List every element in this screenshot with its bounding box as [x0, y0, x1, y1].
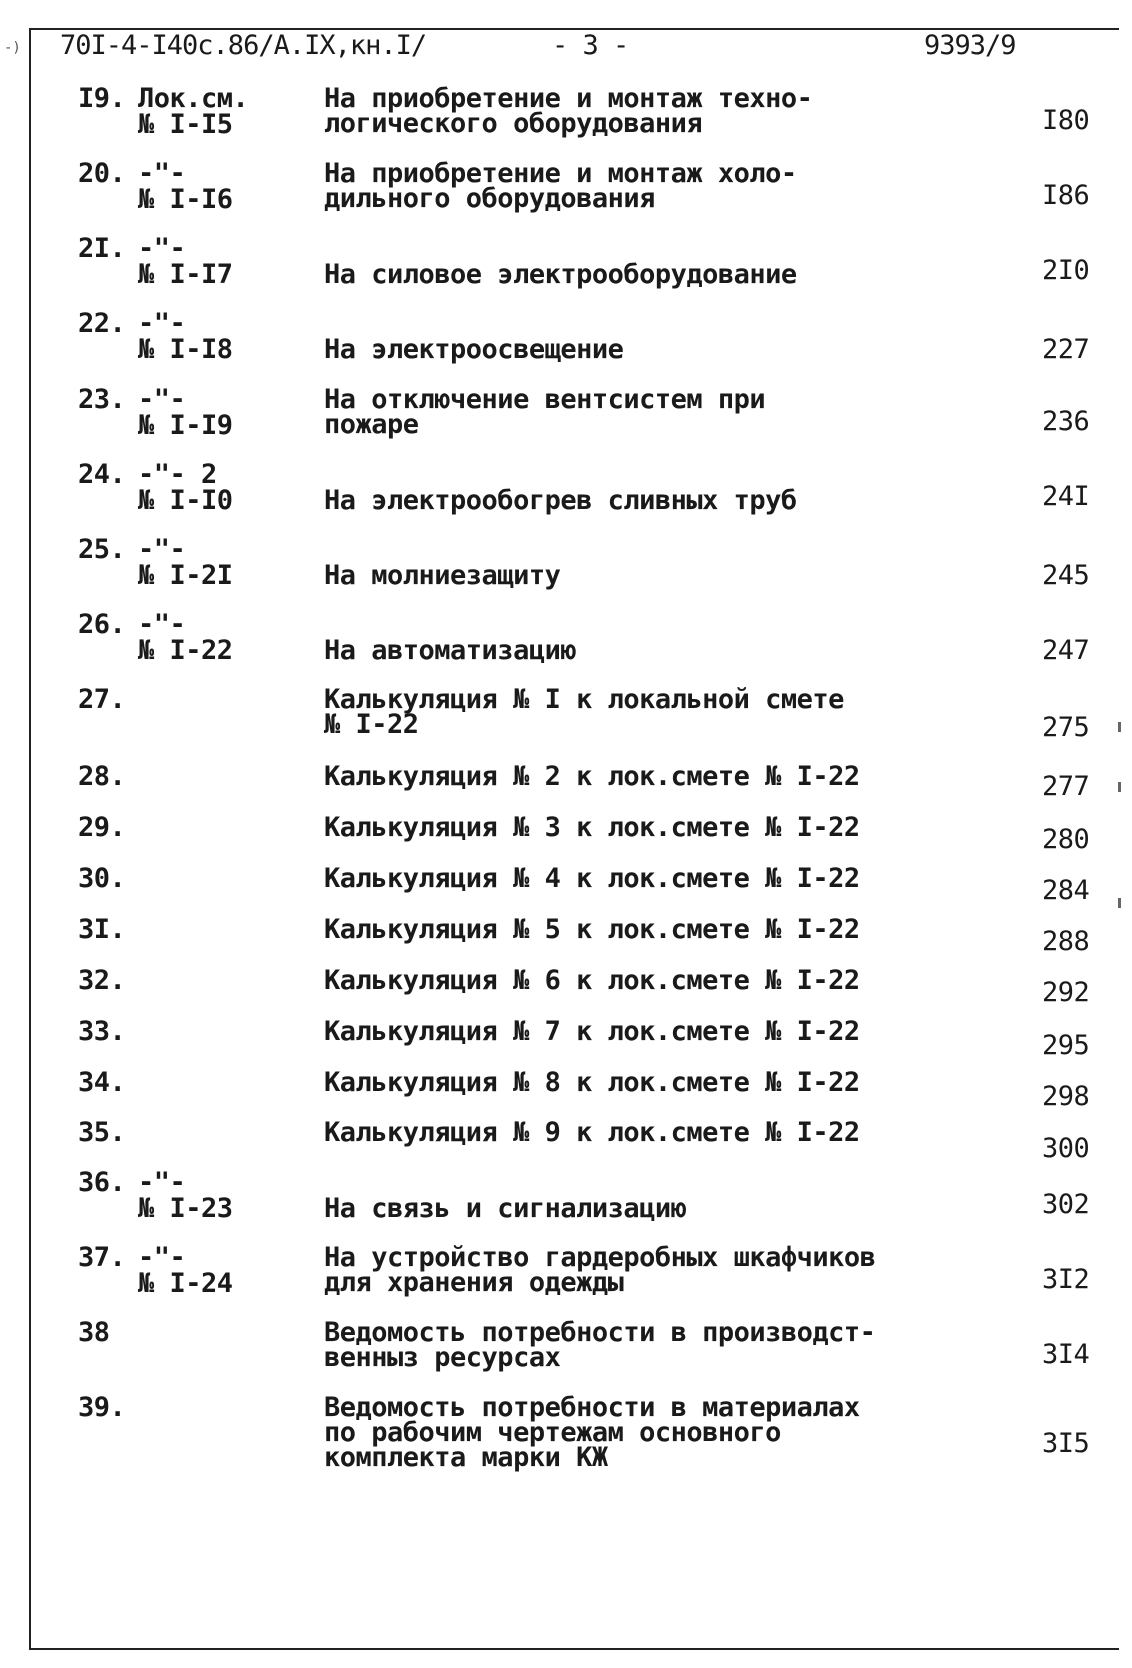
- entry-number: 26.: [78, 609, 126, 640]
- estimate-number: № I-I6: [138, 184, 233, 215]
- estimate-number: № I-2I: [138, 560, 233, 591]
- estimate-number: № I-I5: [138, 109, 233, 140]
- page-ref: 227: [1042, 334, 1090, 365]
- entry-title-line: Калькуляция № 5 к лок.смете № I-22: [324, 914, 860, 945]
- entry-title-line: Ведомость потребности в материалах: [324, 1392, 860, 1423]
- entry-title-line: пожаре: [324, 409, 419, 440]
- margin-mark: -): [4, 40, 21, 56]
- entry-number: 25.: [78, 534, 126, 565]
- entry-number: 20.: [78, 158, 126, 189]
- entry-title-line: Калькуляция № 8 к лок.смете № I-22: [324, 1067, 860, 1098]
- entry-number: 32.: [78, 965, 126, 996]
- estimate-number: № I-I9: [138, 410, 233, 441]
- page-ref: 302: [1042, 1189, 1090, 1220]
- estimate-number: № I-24: [138, 1268, 233, 1299]
- entry-number: 27.: [78, 684, 126, 715]
- entry-title-line: На связь и сигнализацию: [324, 1193, 687, 1224]
- estimate-ref: -"-: [138, 384, 186, 415]
- entry-number: 37.: [78, 1242, 126, 1273]
- edge-tick: [1118, 722, 1121, 732]
- document-code: 70I-4-I40c.86/A.IX,кн.I/: [60, 30, 427, 61]
- estimate-ref: -"-: [138, 1242, 186, 1273]
- page-ref: 3I5: [1042, 1428, 1090, 1459]
- entry-title-line: Калькуляция № 6 к лок.смете № I-22: [324, 965, 860, 996]
- entry-number: 2I.: [78, 233, 126, 264]
- page-ref: 275: [1042, 712, 1090, 743]
- entry-title-line: венныз ресурсах: [324, 1342, 561, 1373]
- entry-title-line: На приобретение и монтаж холо-: [324, 158, 797, 189]
- entry-title-line: На автоматизацию: [324, 635, 577, 666]
- entry-title-line: по рабочим чертежам основного: [324, 1417, 781, 1448]
- edge-tick: [1118, 898, 1121, 908]
- page-ref: 298: [1042, 1081, 1090, 1112]
- estimate-ref: -"-: [138, 609, 186, 640]
- entry-number: 28.: [78, 761, 126, 792]
- estimate-ref: -"-: [138, 308, 186, 339]
- entry-number: 30.: [78, 863, 126, 894]
- entry-number: 3I.: [78, 914, 126, 945]
- page-ref: 280: [1042, 824, 1090, 855]
- entry-number: 39.: [78, 1392, 126, 1423]
- page-ref: 288: [1042, 926, 1090, 957]
- entry-number: 36.: [78, 1167, 126, 1198]
- entry-number: 34.: [78, 1067, 126, 1098]
- estimate-ref: -"-: [138, 534, 186, 565]
- estimate-number: № I-I7: [138, 259, 233, 290]
- page-ref: 3I4: [1042, 1339, 1090, 1370]
- entry-number: 33.: [78, 1016, 126, 1047]
- entry-number: I9.: [78, 83, 126, 114]
- entry-title-line: Калькуляция № 3 к лок.смете № I-22: [324, 812, 860, 843]
- entry-number: 22.: [78, 308, 126, 339]
- entry-number: 35.: [78, 1117, 126, 1148]
- entry-title-line: На молниезащиту: [324, 560, 561, 591]
- page-ref: 24I: [1042, 481, 1090, 512]
- entry-title-line: На электроосвещение: [324, 334, 624, 365]
- estimate-number: № I-I0: [138, 485, 233, 516]
- edge-tick: [1118, 782, 1121, 792]
- page-ref: 236: [1042, 406, 1090, 437]
- page-ref: 284: [1042, 875, 1090, 906]
- page-ref: 247: [1042, 635, 1090, 666]
- estimate-ref: -"- 2: [138, 459, 217, 490]
- entry-number: 29.: [78, 812, 126, 843]
- page-ref: 2I0: [1042, 255, 1090, 286]
- estimate-number: № I-I8: [138, 334, 233, 365]
- entry-title-line: Калькуляция № 4 к лок.смете № I-22: [324, 863, 860, 894]
- entry-title-line: № I-22: [324, 709, 419, 740]
- estimate-ref: Лок.см.: [138, 83, 249, 114]
- page-ref: 3I2: [1042, 1264, 1090, 1295]
- page-ref: 295: [1042, 1030, 1090, 1061]
- entry-title-line: Калькуляция № 2 к лок.смете № I-22: [324, 761, 860, 792]
- page-ref: 292: [1042, 977, 1090, 1008]
- entry-title-line: На устройство гардеробных шкафчиков: [324, 1242, 876, 1273]
- page-ref: 245: [1042, 560, 1090, 591]
- entry-title-line: дильного оборудования: [324, 183, 655, 214]
- page-number: - 3 -: [552, 30, 629, 61]
- page-ref: I80: [1042, 105, 1090, 136]
- page-ref: I86: [1042, 180, 1090, 211]
- entry-title-line: На электрообогрев сливных труб: [324, 485, 797, 516]
- estimate-ref: -"-: [138, 158, 186, 189]
- sheet-reference: 9393/9: [924, 30, 1016, 61]
- entry-title-line: Ведомость потребности в производст-: [324, 1317, 876, 1348]
- entry-title-line: логического оборудования: [324, 108, 703, 139]
- entry-title-line: комплекта марки КЖ: [324, 1442, 608, 1473]
- entry-number: 23.: [78, 384, 126, 415]
- page-ref: 277: [1042, 771, 1090, 802]
- estimate-ref: -"-: [138, 233, 186, 264]
- entry-title-line: Калькуляция № I к локальной смете: [324, 684, 844, 715]
- entry-title-line: На приобретение и монтаж техно-: [324, 83, 813, 114]
- estimate-number: № I-23: [138, 1193, 233, 1224]
- estimate-ref: -"-: [138, 1167, 186, 1198]
- entry-title-line: Калькуляция № 9 к лок.смете № I-22: [324, 1117, 860, 1148]
- entry-title-line: Калькуляция № 7 к лок.смете № I-22: [324, 1016, 860, 1047]
- entry-number: 24.: [78, 459, 126, 490]
- page-ref: 300: [1042, 1133, 1090, 1164]
- entry-title-line: для хранения одежды: [324, 1267, 624, 1298]
- estimate-number: № I-22: [138, 635, 233, 666]
- entry-title-line: На отключение вентсистем при: [324, 384, 766, 415]
- entry-number: 38: [78, 1317, 110, 1348]
- entry-title-line: На силовое электрооборудование: [324, 259, 797, 290]
